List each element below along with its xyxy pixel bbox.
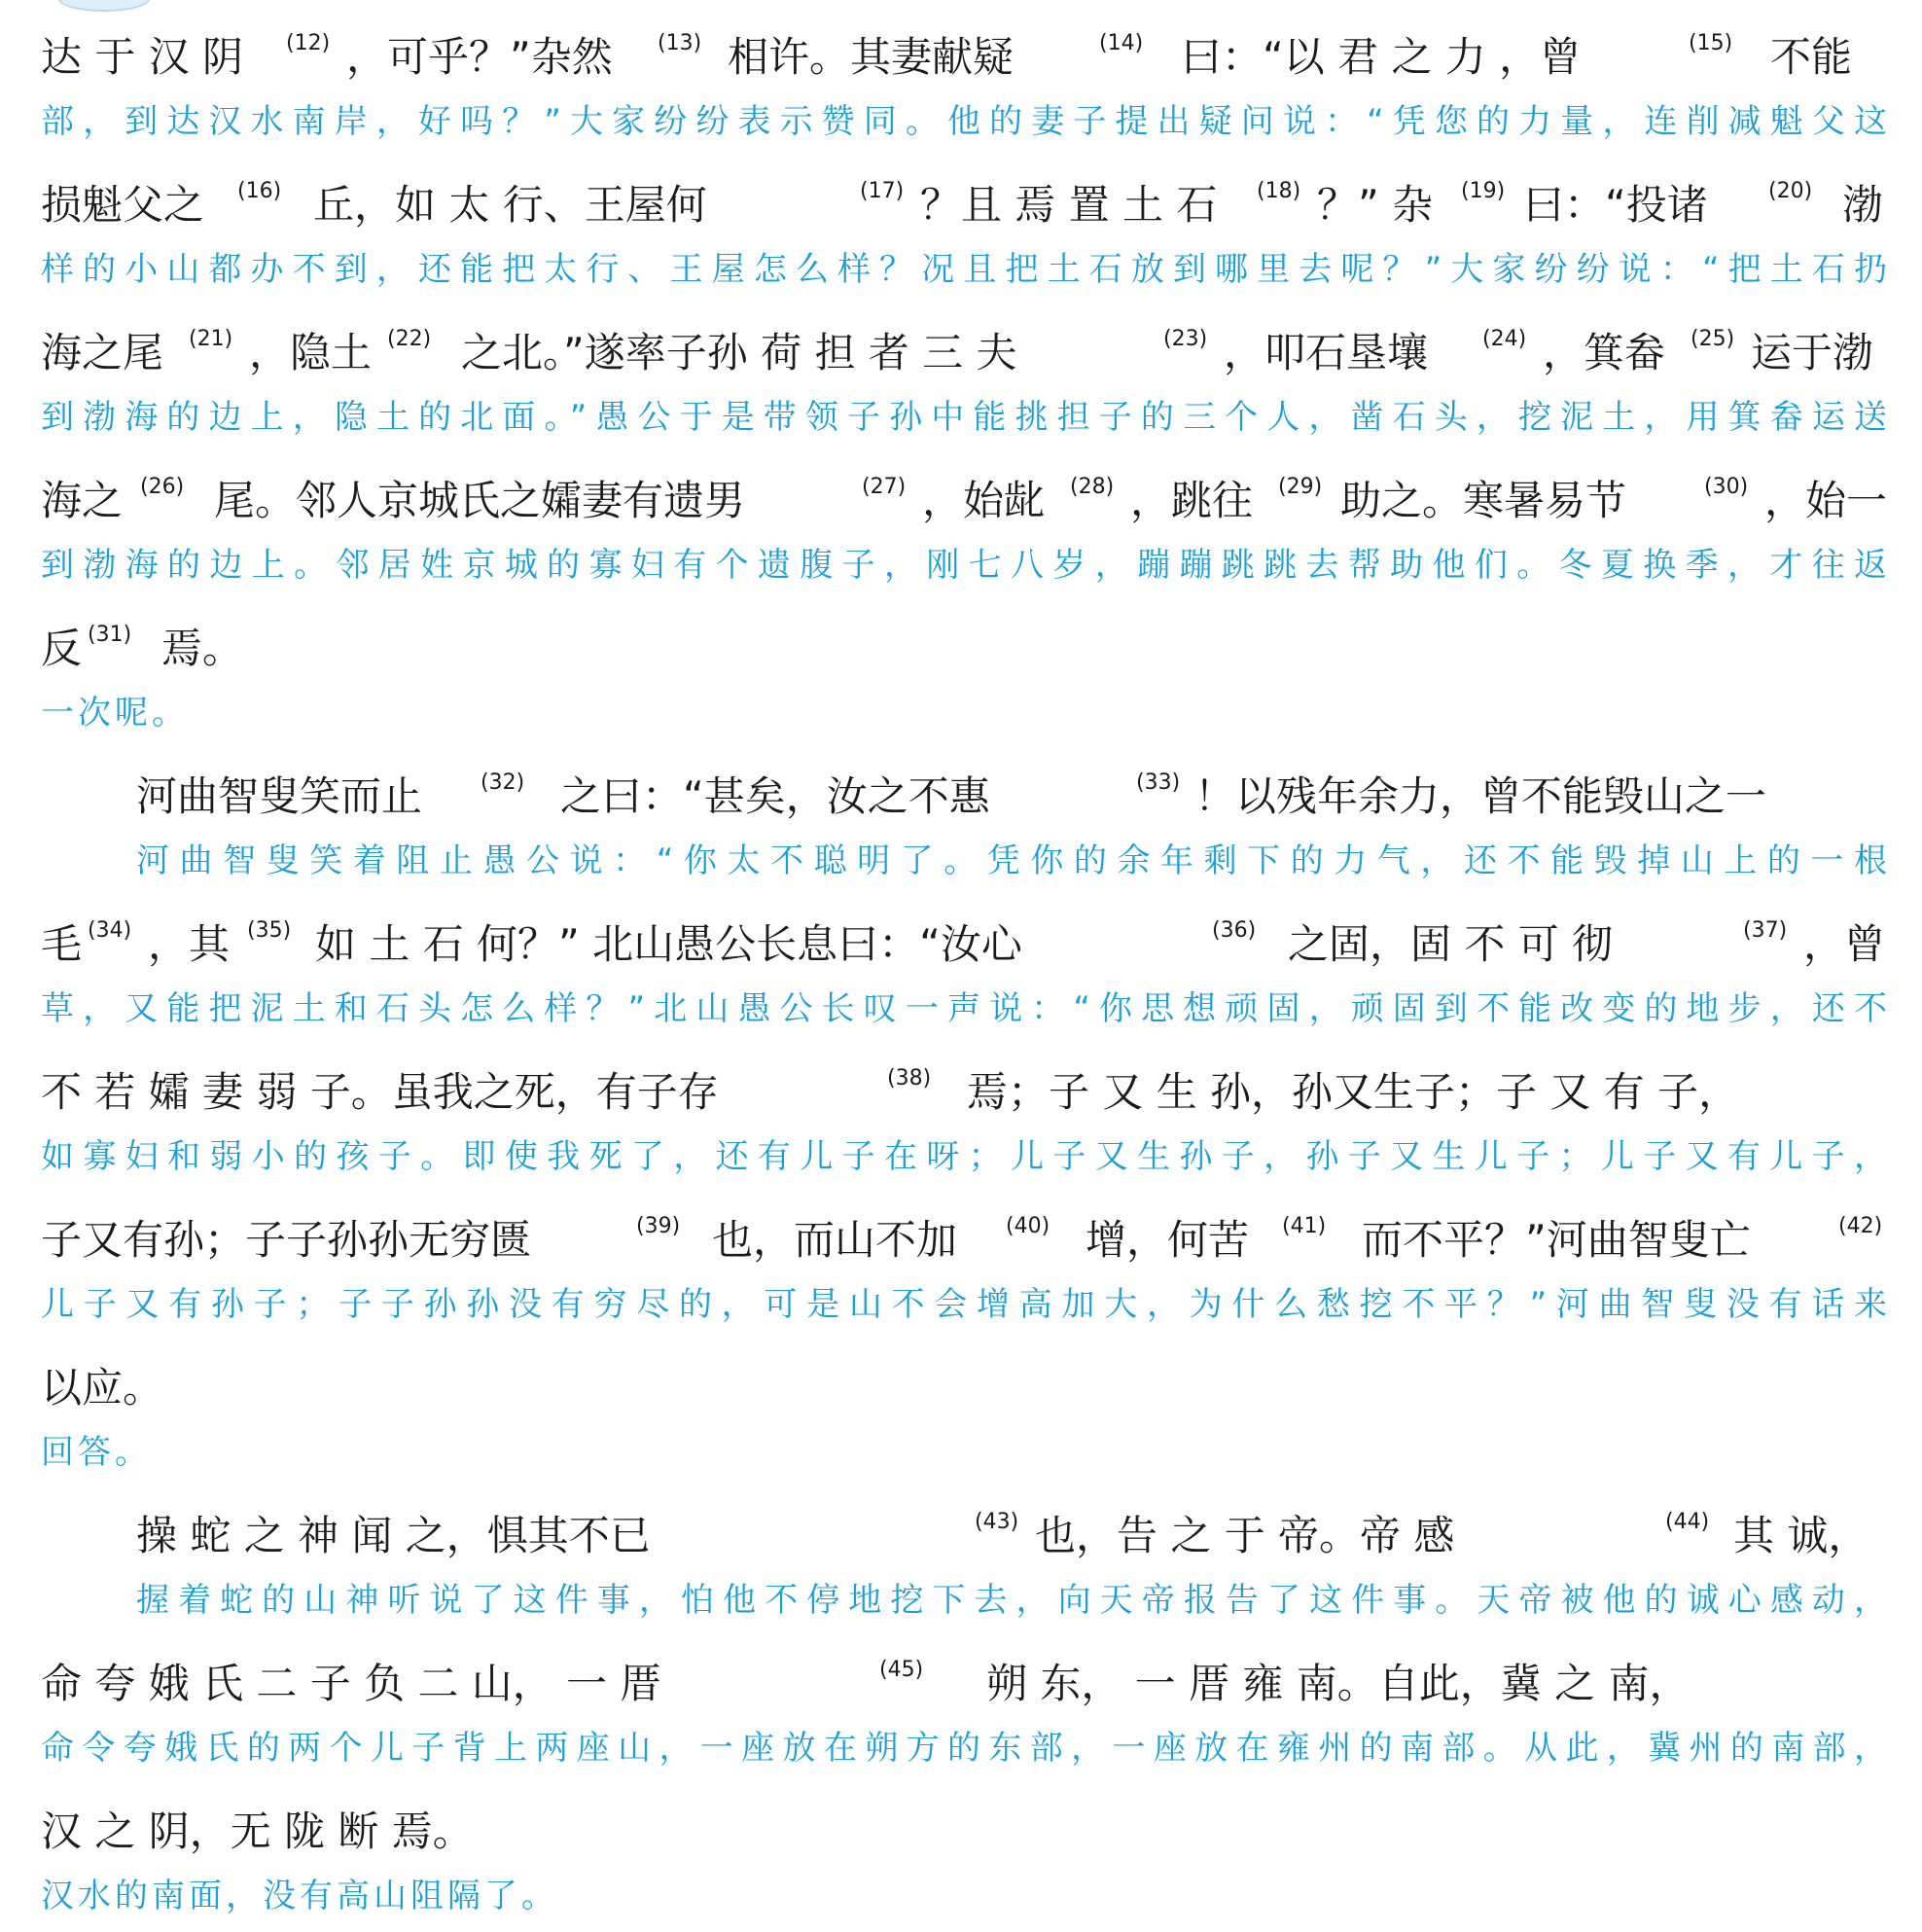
footnote-marker: (22) xyxy=(387,327,432,351)
original-text-line xyxy=(0,1214,1922,1284)
footnote-marker: (40) xyxy=(1006,1214,1050,1238)
original-text-segment: 运于渤 xyxy=(1751,329,1874,376)
original-text-line xyxy=(0,623,1922,693)
footnote-marker: (20) xyxy=(1768,179,1813,203)
original-text-segment: ？且 焉 置 土 石 xyxy=(920,181,1218,229)
original-text-segment: 海之 xyxy=(41,477,124,524)
original-text-segment: 焉。 xyxy=(161,625,244,672)
footnote-marker: (32) xyxy=(480,770,525,795)
footnote-marker: (25) xyxy=(1691,327,1735,351)
translation-text: 河曲智叟笑着阻止愚公说：“你太不聪明了。凭你的余年剩下的力气，还不能毁掉山上的一根 xyxy=(136,841,1898,880)
original-text-segment: 损魁父之 xyxy=(41,181,205,229)
original-text-line xyxy=(0,918,1922,988)
original-text-segment: ，跳往 xyxy=(1130,477,1254,524)
original-text-segment: 也，告 之 于 帝。帝 感 xyxy=(1035,1512,1455,1559)
original-text-segment: 之固，固 不 可 彻 xyxy=(1288,920,1614,968)
original-text-segment: ！以残年余力，曾不能毁山之一 xyxy=(1194,772,1767,820)
original-text-line xyxy=(0,179,1922,249)
original-text-segment: ，隐土 xyxy=(249,329,373,376)
translation-text: 如寡妇和弱小的孩子。即使我死了，还有儿子在呀；儿子又生孙子，孙子又生儿子；儿子又有儿子， xyxy=(41,1137,1897,1176)
original-text-line xyxy=(0,1066,1922,1136)
original-text-segment: 尾。邻人京城氏之孀妻有遗男 xyxy=(214,477,746,524)
footnote-marker: (36) xyxy=(1212,918,1257,943)
translation-text: 草，又能把泥土和石头怎么样？”北山愚公长叹一声说：“你思想顽固，顽固到不能改变的地步，还不 xyxy=(41,989,1897,1028)
footnote-marker: (28) xyxy=(1070,475,1115,499)
original-text-segment: ，其 xyxy=(148,920,231,968)
original-text-segment: 以应。 xyxy=(41,1364,164,1412)
original-text-segment: 反 xyxy=(41,625,83,672)
footnote-marker: (14) xyxy=(1099,31,1144,55)
translation-line xyxy=(0,988,1922,1037)
translation-line xyxy=(0,693,1922,741)
original-text-segment: ，始龀 xyxy=(922,477,1046,524)
original-text-segment: 汉 之 阴，无 陇 断 焉。 xyxy=(41,1807,474,1855)
original-text-line xyxy=(0,770,1922,841)
translation-text: 儿子又有孙子；子子孙孙没有穷尽的，可是山不会增高加大，为什么愁挖不平？”河曲智叟没有话来 xyxy=(41,1285,1897,1324)
original-text-line xyxy=(0,475,1922,545)
original-text-segment: 子又有孙；子子孙孙无穷匮 xyxy=(41,1216,532,1264)
footnote-marker: (39) xyxy=(636,1214,681,1238)
original-text-segment: 不 若 孀 妻 弱 子。虽我之死，有子存 xyxy=(41,1068,719,1116)
translation-text: 命令夸娥氏的两个儿子背上两座山，一座放在朔方的东部，一座放在雍州的南部。从此，冀州的南部， xyxy=(41,1729,1896,1768)
original-text-line xyxy=(0,1807,1922,1876)
footnote-marker: (44) xyxy=(1665,1510,1710,1534)
footnote-marker: (24) xyxy=(1482,327,1527,351)
translation-line xyxy=(0,1136,1922,1185)
translation-text: 样的小山都办不到，还能把太行、王屋怎么样？况且把土石放到哪里去呢？”大家纷纷说：“把土石扔 xyxy=(41,250,1897,289)
footnote-marker: (38) xyxy=(887,1066,932,1091)
original-text-line xyxy=(0,327,1922,397)
original-text-segment: 曰：“以 君 之 力 ，曾 xyxy=(1181,33,1582,81)
original-text-segment: 其 诚， xyxy=(1733,1512,1869,1559)
footnote-marker: (21) xyxy=(189,327,233,351)
translation-text: 一次呢。 xyxy=(41,694,189,733)
original-text-segment: 曰：“投诸 xyxy=(1523,181,1708,229)
original-text-segment: 毛 xyxy=(41,920,83,968)
footnote-marker: (12) xyxy=(286,31,331,55)
footnote-marker: (17) xyxy=(860,179,905,203)
original-text-segment: 相许。其妻献疑 xyxy=(728,33,1014,81)
footnote-marker: (45) xyxy=(879,1658,924,1682)
original-text-segment: 丘，如 太 行、王屋何 xyxy=(313,181,707,229)
original-text-segment: 也，而山不加 xyxy=(712,1216,958,1264)
original-text-segment: ，可乎？”杂然 xyxy=(346,33,613,81)
footnote-marker: (34) xyxy=(88,918,132,943)
translation-line xyxy=(0,397,1922,446)
footnote-marker: (13) xyxy=(658,31,702,55)
original-text-segment: 增，何苦 xyxy=(1086,1216,1250,1264)
original-text-line xyxy=(0,31,1922,101)
footnote-marker: (35) xyxy=(247,918,292,943)
footnote-marker: (16) xyxy=(237,179,282,203)
translation-line xyxy=(0,841,1922,889)
original-text-segment: ，始一 xyxy=(1764,477,1888,524)
original-text-segment: 命 夸 娥 氏 二 子 负 二 山， 一 厝 xyxy=(41,1660,661,1707)
original-text-segment: 而不平？”河曲智叟亡 xyxy=(1362,1216,1751,1264)
original-text-line xyxy=(0,1510,1922,1580)
footnote-marker: (15) xyxy=(1689,31,1733,55)
original-text-segment: 之曰：“甚矣，汝之不惠 xyxy=(560,772,990,820)
footnote-marker: (29) xyxy=(1278,475,1323,499)
original-text-segment: 之北。”遂率子孙 荷 担 者 三 夫 xyxy=(461,329,1017,376)
original-text-segment: ，叩石垦壤 xyxy=(1224,329,1429,376)
footnote-marker: (31) xyxy=(88,623,132,647)
translation-line xyxy=(0,1728,1922,1776)
translation-text: 汉水的南面，没有高山阻隔了。 xyxy=(41,1877,558,1915)
decorative-cloud xyxy=(58,0,150,12)
original-text-segment: 操 蛇 之 神 闻 之，惧其不已 xyxy=(136,1512,651,1559)
translation-text: 到渤海的边上。邻居姓京城的寡妇有个遗腹子，刚七八岁，蹦蹦跳跳去帮助他们。冬夏换季，才往返 xyxy=(41,546,1897,585)
original-text-segment: 朔 东， 一 厝 雍 南。自此，冀 之 南， xyxy=(986,1660,1691,1707)
original-text-line xyxy=(0,1364,1922,1432)
original-text-segment: 达 于 汉 阴 xyxy=(41,33,244,81)
original-text-segment: ？” 杂 xyxy=(1317,181,1434,229)
translation-line xyxy=(0,1580,1922,1628)
translation-line xyxy=(0,249,1922,298)
translation-line xyxy=(0,545,1922,593)
translation-text: 到渤海的边上，隐土的北面。”愚公于是带领子孙中能挑担子的三个人，凿石头，挖泥土，用箕畚运送 xyxy=(41,398,1897,437)
footnote-marker: (19) xyxy=(1461,179,1506,203)
translation-text: 握着蛇的山神听说了这件事，怕他不停地挖下去，向天帝报告了这件事。天帝被他的诚心感动， xyxy=(136,1581,1897,1620)
footnote-marker: (43) xyxy=(975,1510,1019,1534)
original-text-segment: 助之。寒暑易节 xyxy=(1340,477,1627,524)
footnote-marker: (37) xyxy=(1743,918,1788,943)
original-text-segment: ，箕畚 xyxy=(1543,329,1666,376)
original-text-segment: 河曲智叟笑而止 xyxy=(136,772,423,820)
footnote-marker: (30) xyxy=(1704,475,1749,499)
translation-text: 部，到达汉水南岸，好吗？”大家纷纷表示赞同。他的妻子提出疑问说：“凭您的力量，连削减魁父这 xyxy=(41,102,1897,141)
translation-text: 回答。 xyxy=(41,1433,152,1472)
footnote-marker: (27) xyxy=(862,475,907,499)
footnote-marker: (26) xyxy=(140,475,185,499)
original-text-segment: 不能 xyxy=(1770,33,1853,81)
footnote-marker: (23) xyxy=(1163,327,1208,351)
translation-line xyxy=(0,1432,1922,1481)
translation-line xyxy=(0,1284,1922,1333)
translation-line xyxy=(0,1876,1922,1924)
footnote-marker: (41) xyxy=(1282,1214,1327,1238)
footnote-marker: (18) xyxy=(1257,179,1301,203)
original-text-line xyxy=(0,1658,1922,1728)
original-text-segment: 海之尾 xyxy=(41,329,164,376)
footnote-marker: (33) xyxy=(1136,770,1181,795)
original-text-segment: ，曾 xyxy=(1803,920,1886,968)
original-text-segment: 如 土 石 何？” 北山愚公长息曰：“汝心 xyxy=(315,920,1022,968)
original-text-segment: 焉；子 又 生 孙，孙又生子；子 又 有 子， xyxy=(967,1068,1740,1116)
original-text-segment: 渤 xyxy=(1842,181,1884,229)
footnote-marker: (42) xyxy=(1838,1214,1883,1238)
translation-line xyxy=(0,101,1922,150)
